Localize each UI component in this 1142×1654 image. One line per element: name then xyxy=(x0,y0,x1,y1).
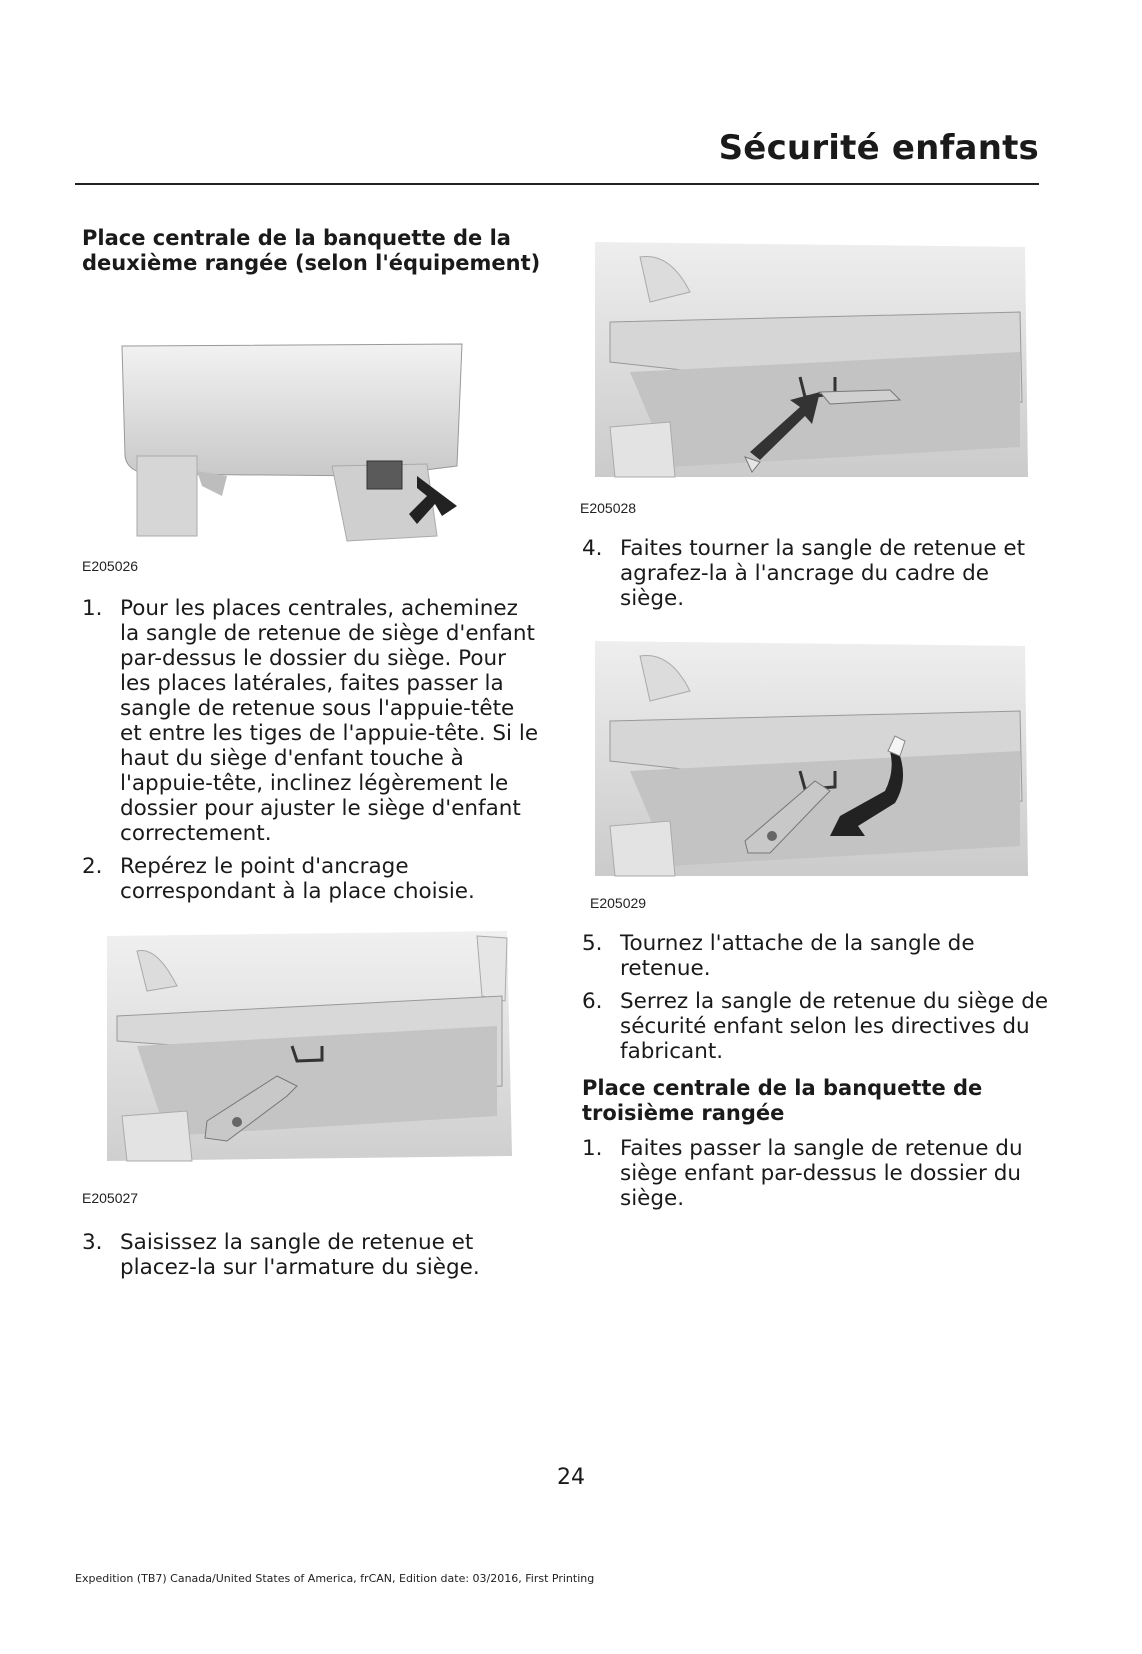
left-column xyxy=(82,226,542,1288)
figure-e205029 xyxy=(590,631,1050,911)
step-number: 1. xyxy=(582,1136,603,1161)
strap-rotate-illustration xyxy=(590,631,1030,881)
figure-label: E205027 xyxy=(82,1190,139,1206)
figure-label: E205026 xyxy=(82,558,139,574)
seat-anchor-illustration xyxy=(97,926,517,1166)
step-number: 6. xyxy=(582,989,603,1014)
title-divider xyxy=(75,183,1039,185)
step-text: Pour les places centrales, acheminez la sangle de retenue de siège d'enfant par-dessus le dossier du siège. Pour les places latérales, faites passer la sangle de retenue sous l'appuie-tête et entre les tiges de l'appuie-tête. Si le haut du siège d'enfant touche à l'appuie-tête, inclinez légèrement le dossier pour ajuster le siège d'enfant correctement. xyxy=(120,596,539,846)
step-number: 1. xyxy=(82,596,103,621)
figure-label: E205028 xyxy=(580,500,637,516)
figure-e205028 xyxy=(580,232,1050,516)
step-item xyxy=(82,854,542,904)
step-item xyxy=(82,596,542,846)
step-text: Faites passer la sangle de retenue du siège enfant par-dessus le dossier du siège. xyxy=(620,1136,1023,1211)
step-number: 3. xyxy=(82,1230,103,1255)
step-item xyxy=(582,536,1050,611)
step-text: Faites tourner la sangle de retenue et agrafez-la à l'ancrage du cadre de siège. xyxy=(620,536,1026,611)
step-text: Saisissez la sangle de retenue et placez-la sur l'armature du siège. xyxy=(120,1230,480,1280)
page-footer: Expedition (TB7) Canada/United States of America, frCAN, Edition date: 03/2016, First Printing xyxy=(75,1572,595,1585)
figure-label: E205029 xyxy=(590,895,647,911)
page-number: 24 xyxy=(557,1465,585,1490)
step-item xyxy=(582,931,1050,981)
step-text: Repérez le point d'ancrage correspondant à la place choisie. xyxy=(120,854,475,904)
step-number: 4. xyxy=(582,536,603,561)
section-heading-second-row: Place centrale de la banquette de la deuxième rangée (selon l'équipement) xyxy=(82,226,541,275)
strap-anchor-hook-illustration xyxy=(590,232,1030,482)
page-title: Sécurité enfants xyxy=(718,128,1039,168)
step-item xyxy=(82,1230,542,1280)
step-text: Tournez l'attache de la sangle de retenue. xyxy=(620,931,975,981)
seat-headrest-illustration xyxy=(117,336,467,546)
step-number: 2. xyxy=(82,854,103,879)
right-column xyxy=(580,232,1050,1219)
figure-e205026 xyxy=(82,336,542,574)
step-text: Serrez la sangle de retenue du siège de sécurité enfant selon les directives du fabricant. xyxy=(620,989,1049,1064)
step-number: 5. xyxy=(582,931,603,956)
step-item xyxy=(582,1136,1050,1211)
figure-e205027 xyxy=(82,926,542,1206)
section-heading-third-row: Place centrale de la banquette de troisième rangée xyxy=(582,1076,983,1125)
step-item xyxy=(582,989,1050,1064)
